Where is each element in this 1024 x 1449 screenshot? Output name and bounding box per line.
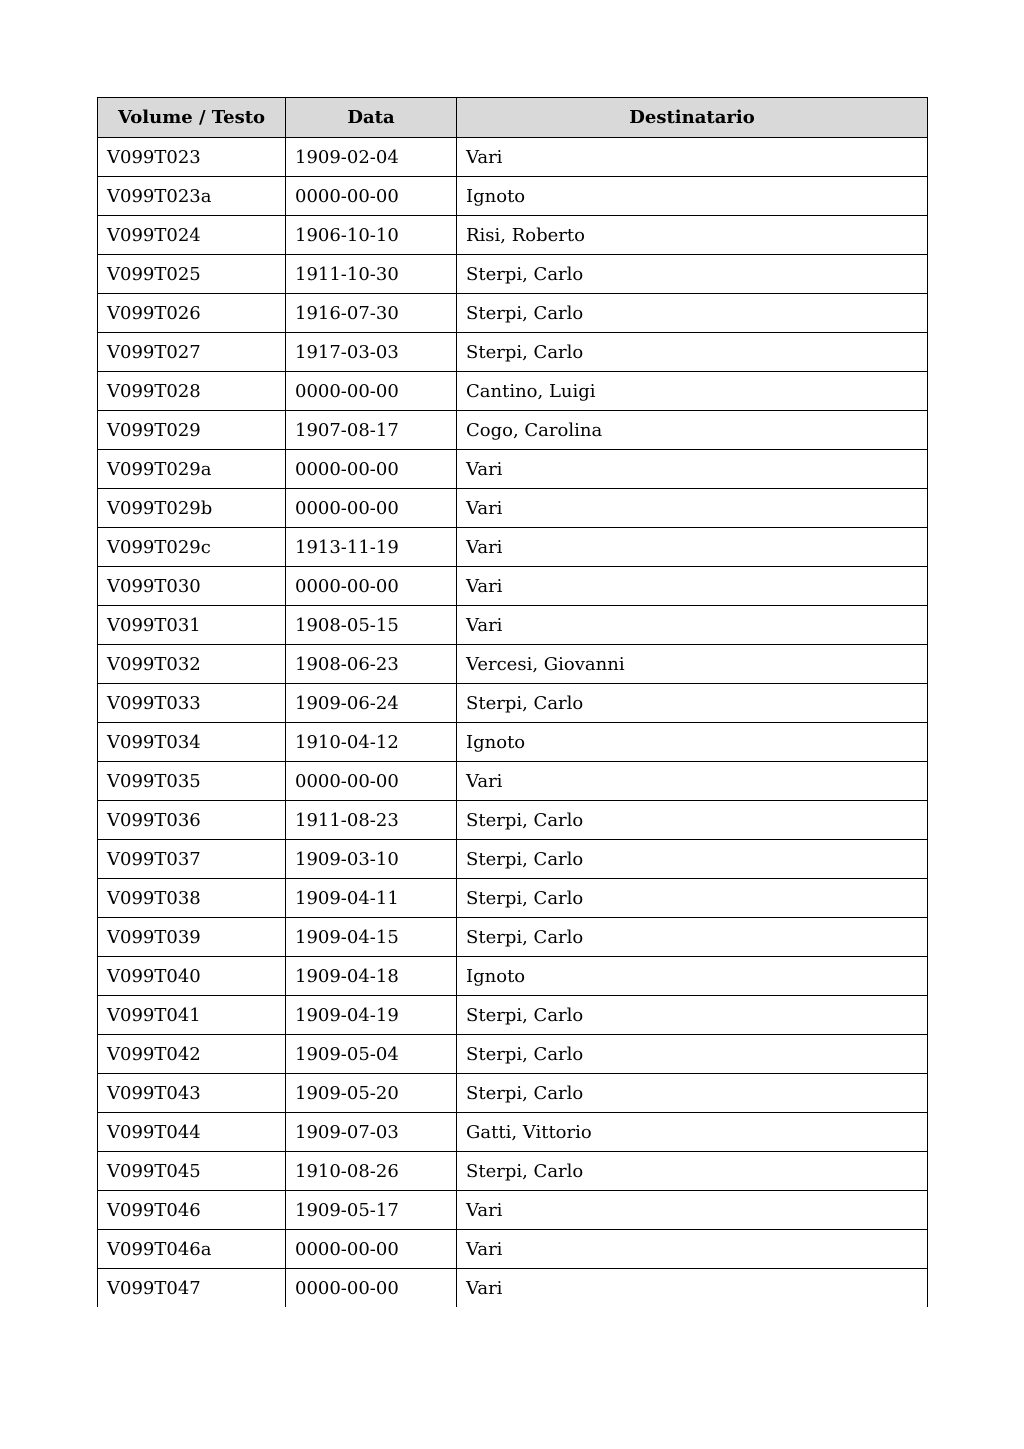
table-row: [98, 567, 928, 606]
cell-volume-testo: V099T035: [98, 762, 286, 801]
cell-volume-testo: V099T027: [98, 333, 286, 372]
cell-volume-testo: V099T031: [98, 606, 286, 645]
cell-destinatario: Vari: [457, 528, 928, 567]
cell-data: 1907-08-17: [286, 411, 457, 450]
cell-destinatario: Vari: [457, 1230, 928, 1269]
cell-volume-testo: V099T046: [98, 1191, 286, 1230]
cell-data: 1909-05-20: [286, 1074, 457, 1113]
cell-volume-testo: V099T029a: [98, 450, 286, 489]
cell-destinatario: Sterpi, Carlo: [457, 918, 928, 957]
cell-destinatario: Sterpi, Carlo: [457, 801, 928, 840]
cell-data: 1909-07-03: [286, 1113, 457, 1152]
table-row: [98, 879, 928, 918]
header-destinatario: Destinatario: [457, 98, 928, 138]
table-row: [98, 957, 928, 996]
cell-volume-testo: V099T040: [98, 957, 286, 996]
table-row: [98, 723, 928, 762]
cell-data: 1906-10-10: [286, 216, 457, 255]
cell-destinatario: Sterpi, Carlo: [457, 996, 928, 1035]
cell-data: 1909-02-04: [286, 138, 457, 177]
cell-volume-testo: V099T046a: [98, 1230, 286, 1269]
cell-destinatario: Cantino, Luigi: [457, 372, 928, 411]
cell-destinatario: Vari: [457, 567, 928, 606]
cell-destinatario: Vari: [457, 489, 928, 528]
cell-destinatario: Vercesi, Giovanni: [457, 645, 928, 684]
cell-data: 1913-11-19: [286, 528, 457, 567]
cell-volume-testo: V099T038: [98, 879, 286, 918]
cell-data: 1910-08-26: [286, 1152, 457, 1191]
cell-volume-testo: V099T029c: [98, 528, 286, 567]
table-row: [98, 138, 928, 177]
table-row: [98, 762, 928, 801]
cell-data: 1911-10-30: [286, 255, 457, 294]
cell-data: 1909-05-04: [286, 1035, 457, 1074]
cell-data: 0000-00-00: [286, 450, 457, 489]
cell-destinatario: Cogo, Carolina: [457, 411, 928, 450]
cell-destinatario: Sterpi, Carlo: [457, 1152, 928, 1191]
cell-data: 1910-04-12: [286, 723, 457, 762]
table-header: [98, 98, 928, 138]
cell-destinatario: Vari: [457, 450, 928, 489]
table-row: [98, 801, 928, 840]
table-row: [98, 1035, 928, 1074]
cell-destinatario: Vari: [457, 1269, 928, 1308]
cell-data: 1909-04-11: [286, 879, 457, 918]
cell-volume-testo: V099T042: [98, 1035, 286, 1074]
table-row: [98, 1074, 928, 1113]
cell-volume-testo: V099T032: [98, 645, 286, 684]
cell-volume-testo: V099T047: [98, 1269, 286, 1308]
table-row: [98, 645, 928, 684]
cell-volume-testo: V099T023: [98, 138, 286, 177]
cell-volume-testo: V099T045: [98, 1152, 286, 1191]
cell-data: 1909-04-15: [286, 918, 457, 957]
table-row: [98, 1191, 928, 1230]
table-row: [98, 996, 928, 1035]
cell-volume-testo: V099T030: [98, 567, 286, 606]
table-row: [98, 1113, 928, 1152]
table-row: [98, 1269, 928, 1308]
table-row: [98, 1230, 928, 1269]
cell-data: 1908-05-15: [286, 606, 457, 645]
cell-data: 1911-08-23: [286, 801, 457, 840]
table-row: [98, 1152, 928, 1191]
cell-destinatario: Vari: [457, 138, 928, 177]
cell-destinatario: Sterpi, Carlo: [457, 333, 928, 372]
table-row: [98, 489, 928, 528]
cell-volume-testo: V099T036: [98, 801, 286, 840]
cell-destinatario: Sterpi, Carlo: [457, 255, 928, 294]
cell-volume-testo: V099T037: [98, 840, 286, 879]
cell-data: 0000-00-00: [286, 489, 457, 528]
table-row: [98, 450, 928, 489]
header-row: [98, 98, 928, 138]
table-row: [98, 411, 928, 450]
cell-volume-testo: V099T033: [98, 684, 286, 723]
cell-volume-testo: V099T044: [98, 1113, 286, 1152]
table-row: [98, 606, 928, 645]
cell-data: 1909-04-18: [286, 957, 457, 996]
letters-table: [97, 97, 928, 1307]
table-row: [98, 177, 928, 216]
table-row: [98, 372, 928, 411]
cell-data: 1909-05-17: [286, 1191, 457, 1230]
cell-data: 1908-06-23: [286, 645, 457, 684]
cell-data: 0000-00-00: [286, 567, 457, 606]
cell-destinatario: Vari: [457, 1191, 928, 1230]
cell-volume-testo: V099T024: [98, 216, 286, 255]
cell-destinatario: Gatti, Vittorio: [457, 1113, 928, 1152]
cell-volume-testo: V099T039: [98, 918, 286, 957]
cell-volume-testo: V099T025: [98, 255, 286, 294]
cell-destinatario: Risi, Roberto: [457, 216, 928, 255]
header-volume-testo: Volume / Testo: [98, 98, 286, 138]
cell-destinatario: Sterpi, Carlo: [457, 1074, 928, 1113]
cell-data: 0000-00-00: [286, 177, 457, 216]
cell-destinatario: Sterpi, Carlo: [457, 1035, 928, 1074]
cell-volume-testo: V099T043: [98, 1074, 286, 1113]
table-row: [98, 255, 928, 294]
cell-destinatario: Sterpi, Carlo: [457, 684, 928, 723]
cell-destinatario: Ignoto: [457, 723, 928, 762]
cell-volume-testo: V099T029: [98, 411, 286, 450]
table-row: [98, 840, 928, 879]
cell-volume-testo: V099T026: [98, 294, 286, 333]
table-row: [98, 294, 928, 333]
cell-data: 0000-00-00: [286, 372, 457, 411]
cell-destinatario: Sterpi, Carlo: [457, 879, 928, 918]
table-row: [98, 528, 928, 567]
cell-destinatario: Ignoto: [457, 177, 928, 216]
cell-data: 1917-03-03: [286, 333, 457, 372]
cell-destinatario: Vari: [457, 762, 928, 801]
cell-data: 1916-07-30: [286, 294, 457, 333]
cell-volume-testo: V099T029b: [98, 489, 286, 528]
cell-destinatario: Vari: [457, 606, 928, 645]
cell-destinatario: Ignoto: [457, 957, 928, 996]
table-body: [98, 138, 928, 1308]
cell-volume-testo: V099T028: [98, 372, 286, 411]
cell-data: 1909-06-24: [286, 684, 457, 723]
header-data: Data: [286, 98, 457, 138]
cell-volume-testo: V099T041: [98, 996, 286, 1035]
cell-destinatario: Sterpi, Carlo: [457, 840, 928, 879]
table-row: [98, 216, 928, 255]
table-row: [98, 918, 928, 957]
cell-data: 1909-04-19: [286, 996, 457, 1035]
cell-data: 0000-00-00: [286, 762, 457, 801]
cell-destinatario: Sterpi, Carlo: [457, 294, 928, 333]
cell-volume-testo: V099T034: [98, 723, 286, 762]
table-row: [98, 684, 928, 723]
table-row: [98, 333, 928, 372]
cell-data: 1909-03-10: [286, 840, 457, 879]
cell-volume-testo: V099T023a: [98, 177, 286, 216]
cell-data: 0000-00-00: [286, 1230, 457, 1269]
cell-data: 0000-00-00: [286, 1269, 457, 1308]
